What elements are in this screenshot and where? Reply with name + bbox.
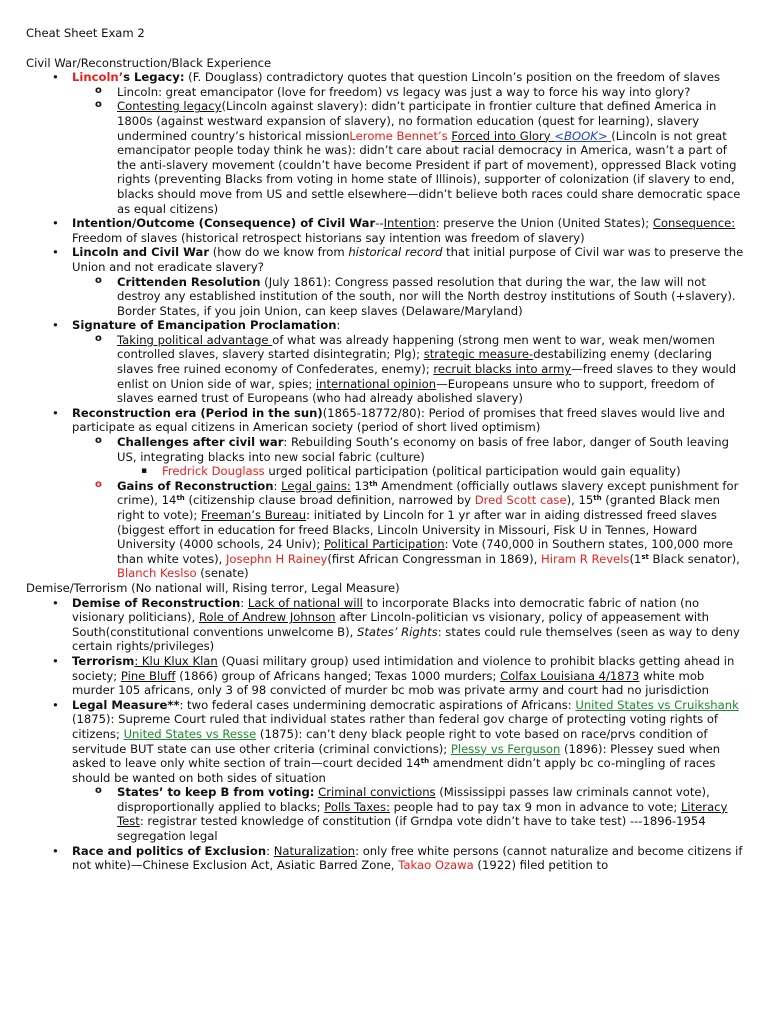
- section-heading-civil-war: Civil War/Reconstruction/Black Experience: [26, 55, 272, 70]
- lincoln-legacy-sublist: [72, 85, 748, 216]
- list-item-terrorism: • Terrorism: Klu Klux Klan (Quasi military group) used intimidation and violence to prohibit blacks getting ahead in society; Pine Bluff (1866) group of Africans hanged; Texas 1000 murders; Colfax Louisiana 4/1873 white mob murder 105 africans, only 3 of 98 convicted of murder bc mob was private army and court had no jurisdiction: [26, 654, 748, 698]
- list-item-exclusion: • Race and politics of Exclusion: Naturalization: only free white persons (cannot naturalize and become citizens if not white)—Chinese Exclusion Act, Asiatic Barred Zone, Takao Ozawa (1922) filed petition to: [26, 844, 748, 873]
- section1-list: [26, 70, 748, 581]
- list-item-reconstruction: • Reconstruction era (Period in the sun)(1865-18772/80): Period of promises that freed slaves would live and participate as equal citizens in American society (period of short lived optimism) o Challenges after civil war: Rebuilding South’s economy on basis of free labor, danger of South leaving US, integrating blacks into new social fabric (culture) ▪ Fredrick Douglass urged political participation (political participation would gain equality) o Gains of Reconstruction: Legal gains: 13th Amendment (officially outlaws slavery except punishment for crime), 14th (citizenship clause broad definition, narrowed by Dred Scott case), 15th (granted Black men right to vote); Freeman’s Bureau: initiated by Lincoln for 1 yr after war in aiding distressed freed slaves (biggest effort in education for freed Blacks, Lincoln University in Missouri, Fisk U in Tennes, Howard University (4000 schools, 24 Univ); Political Participation: Vote (740,000 in Southern states, 100,000 more than white votes), Josephn H Rainey(first African Congressman in 1869), Hiram R Revels(1st Black senator), Blanch Keslso (senate): [26, 406, 748, 581]
- list-item-douglass: ▪ Fredrick Douglass urged political participation (political participation would gain equality): [26, 464, 748, 479]
- list-item-lincoln-civil-war: • Lincoln and Civil War (how do we know from historical record that initial purpose of Civil war was to preserve the Union and not eradicate slavery? o Crittenden Resolution (July 1861): Congress passed resolution that during the war, the law will not destroy any established institution of the south, nor will the North destroy institutions of South (+slavery). Border States, if you join Union, can keep slaves (Delaware/Maryland): [26, 245, 748, 318]
- section-heading-demise: Demise/Terrorism (No national will, Rising terror, Legal Measure): [26, 580, 400, 595]
- book-title-forced-into-glory: Forced into Glory: [451, 128, 555, 143]
- list-item-great-emancipator: o Lincoln: great emancipator (love for freedom) vs legacy was just a way to force his way into glory?: [26, 85, 748, 100]
- list-item-emancipation-detail: o Taking political advantage of what was already happening (strong men went to war, weak men/women controlled slaves, slavery started disintegratin; Plg); strategic measure-destabilizing enemy (declaring slaves free ruined economy of Confederates, enemy); recruit blacks into army—freed slaves to they would enlist on Union side of war, spies; international opinion—Europeans unsure who to support, freedom of slaves earned trust of Europeans (who had already abolished slavery): [26, 333, 748, 406]
- list-item-crittenden: o Crittenden Resolution (July 1861): Congress passed resolution that during the war, the law will not destroy any established institution of the south, nor will the North destroy institutions of South (+slavery). Border States, if you join Union, can keep slaves (Delaware/Maryland): [26, 275, 748, 319]
- list-item-gains: o Gains of Reconstruction: Legal gains: 13th Amendment (officially outlaws slavery except punishment for crime), 14th (citizenship clause broad definition, narrowed by Dred Scott case), 15th (granted Black men right to vote); Freeman’s Bureau: initiated by Lincoln for 1 yr after war in aiding distressed freed slaves (biggest effort in education for freed Blacks, Lincoln University in Missouri, Fisk U in Tennes, Howard University (4000 schools, 24 Univ); Political Participation: Vote (740,000 in Southern states, 100,000 more than white votes), Josephn H Rainey(first African Congressman in 1869), Hiram R Revels(1st Black senator), Blanch Keslso (senate): [26, 479, 748, 581]
- section2-list: [26, 596, 748, 873]
- list-item-challenges: o Challenges after civil war: Rebuilding South’s economy on basis of free labor, danger of South leaving US, integrating blacks into new social fabric (culture) ▪ Fredrick Douglass urged political participation (political participation would gain equality): [26, 435, 748, 479]
- list-item-keep-from-voting: o States’ to keep B from voting: Criminal convictions (Mississippi passes law criminals cannot vote), disproportionally applied to blacks; Polls Taxes: people had to pay tax 9 mon in advance to vote; Literacy Test: registrar tested knowledge of constitution (if Grndpa vote didn’t have to take test) ---1896-1954 segregation legal: [26, 785, 748, 843]
- list-item-lincoln-legacy: • Lincoln’s Legacy: (F. Douglass) contradictory quotes that question Lincoln’s position on the freedom of slaves o Lincoln: great emancipator (love for freedom) vs legacy was just a way to force his way into glory? o Contesting legacy(Lincoln against slavery): didn’t participate in frontier culture that defined America in 1800s (against westward expansion of slavery), no formation education (quest for learning), slavery undermined country’s historical missionLerome Bennet’s Forced into Glory <BOOK> (Lincoln is not great emancipator people today think he was): didn’t care about racial democracy in America, wasn’t a part of the anti-slavery movement (couldn’t have become President if part of movement), oppressed Black voting rights (preventing Blacks from voting in home state of Illinois), supporter of colonization (if slavery to end, blacks should move from US and settle elsewhere—didn’t believe both races could share democratic space as equal citizens): [26, 70, 748, 216]
- document-title: Cheat Sheet Exam 2: [26, 26, 145, 40]
- list-item-legal-measure: • Legal Measure**: two federal cases undermining democratic aspirations of Africans: United States vs Cruikshank (1875): Supreme Court ruled that individual states rather than federal gov charge of protecting voting rights of citizens; United States vs Resse (1875): can’t deny black people right to vote based on race/prvs condition of servitude BUT state can use other criteria (criminal convictions); Plessy vs Ferguson (1896): Plessey sued when asked to leave only white section of train—court decided 14th amendment didn’t apply bc co-mingling of races should be wanted on both sides of situation o States’ to keep B from voting: Criminal convictions (Mississippi passes law criminals cannot vote), disproportionally applied to blacks; Polls Taxes: people had to pay tax 9 mon in advance to vote; Literacy Test: registrar tested knowledge of constitution (if Grndpa vote didn’t have to take test) ---1896-1954 segregation legal: [26, 698, 748, 844]
- list-item-demise: • Demise of Reconstruction: Lack of national will to incorporate Blacks into democratic fabric of nation (no visionary politicians), Role of Andrew Johnson after Lincoln-politician vs visionary, policy of appeasement with South(constitutional conventions unwelcome B), States’ Rights: states could rule themselves (seen as way to deny certain rights/privileges): [26, 596, 748, 654]
- list-item-contesting-legacy: o Contesting legacy(Lincoln against slavery): didn’t participate in frontier culture that defined America in 1800s (against westward expansion of slavery), no formation education (quest for learning), slavery undermined country’s historical missionLerome Bennet’s Forced into Glory <BOOK> (Lincoln is not great emancipator people today think he was): didn’t care about racial democracy in America, wasn’t a part of the anti-slavery movement (couldn’t have become President if part of movement), oppressed Black voting rights (preventing Blacks from voting in home state of Illinois), supporter of colonization (if slavery to end, blacks should move from US and settle elsewhere—didn’t believe both races could share democratic space as equal citizens): [26, 99, 748, 216]
- list-item-emancipation: • Signature of Emancipation Proclamation: o Taking political advantage of what was already happening (strong men went to war, weak men/women controlled slaves, slavery started disintegratin; Plg); strategic measure-destabilizing enemy (declaring slaves free ruined economy of Confederates, enemy); recruit blacks into army—freed slaves to they would enlist on Union side of war, spies; international opinion—Europeans unsure who to support, freedom of slaves earned trust of Europeans (who had already abolished slavery): [26, 318, 748, 406]
- author-bennet: Lerome Bennet’s: [349, 128, 452, 143]
- list-item-intention-outcome: • Intention/Outcome (Consequence) of Civil War--Intention: preserve the Union (United States); Consequence: Freedom of slaves (historical retrospect historians say intention was freedom of slavery): [26, 216, 748, 245]
